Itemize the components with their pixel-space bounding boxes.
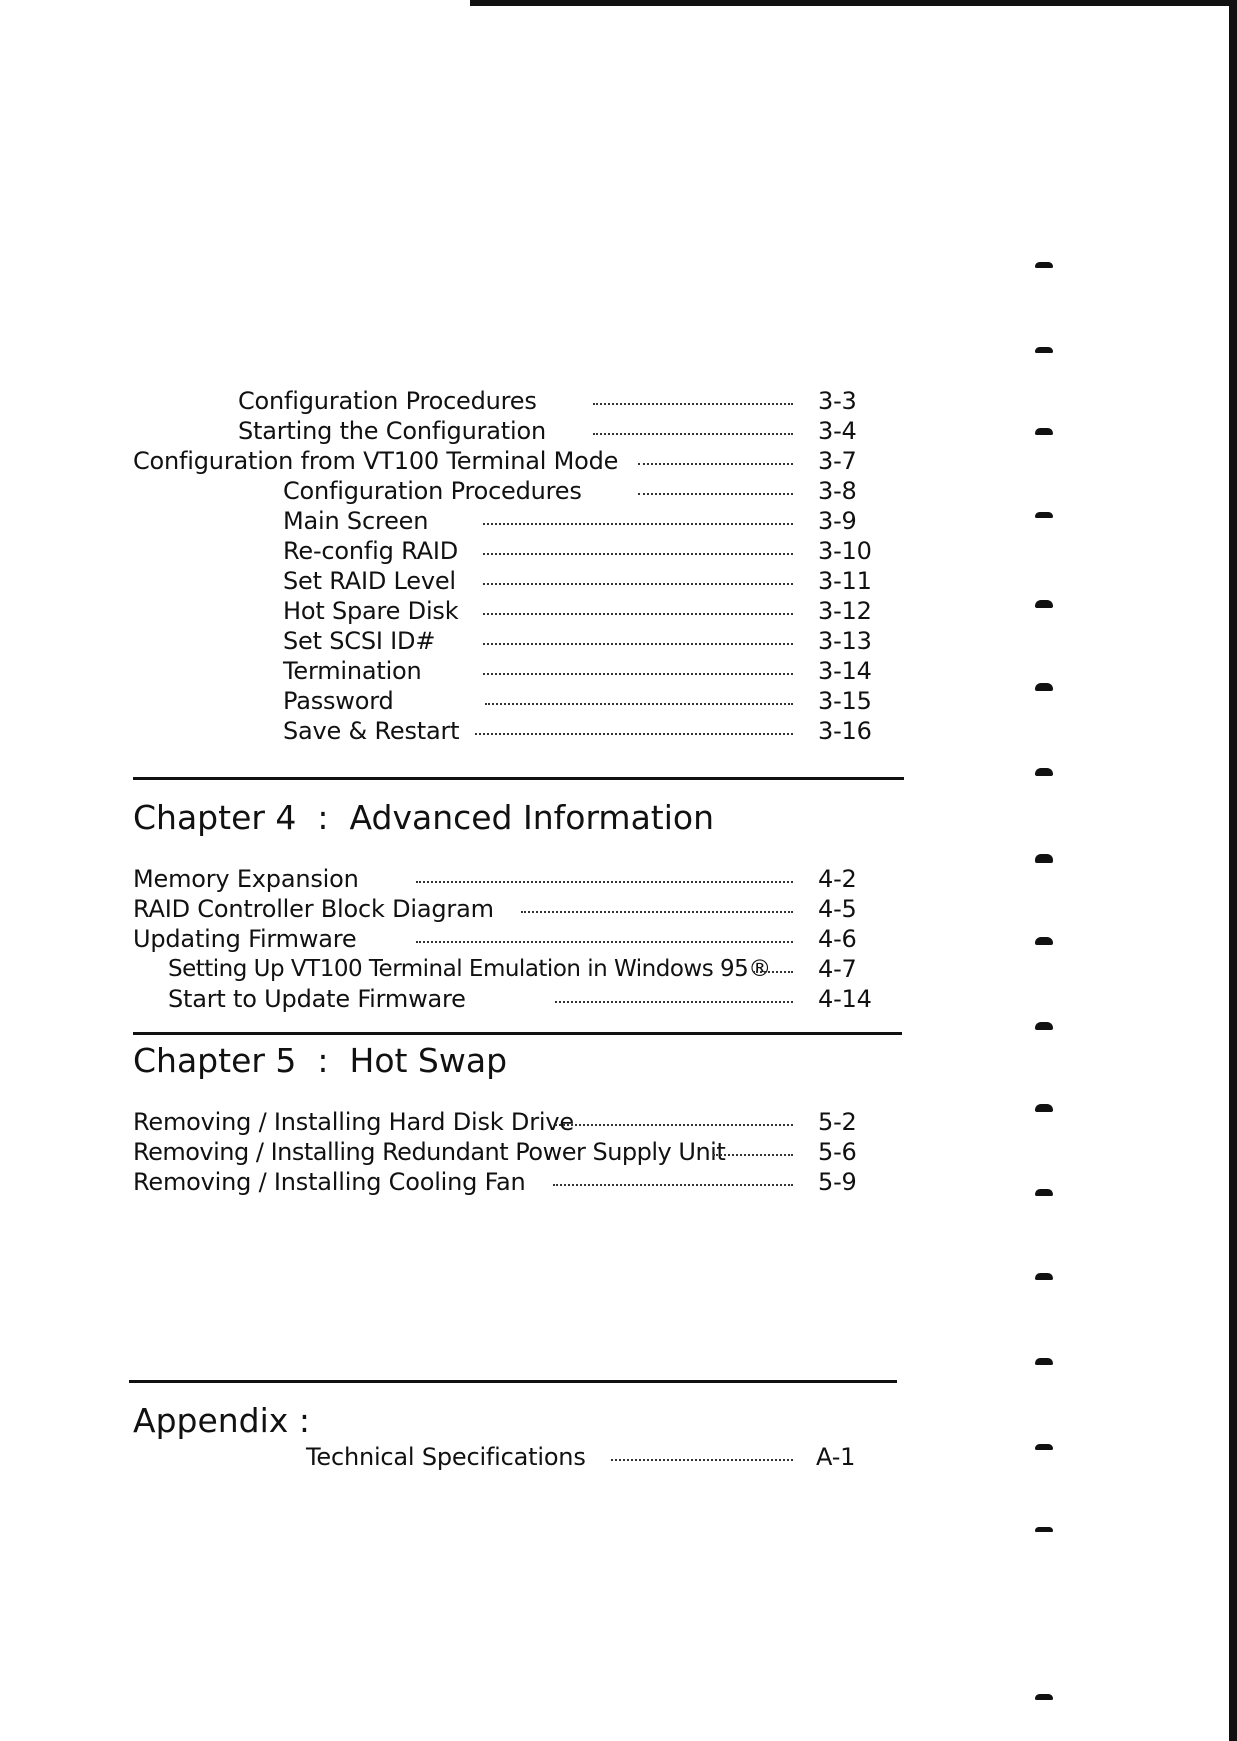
binding-mark	[1035, 1104, 1053, 1112]
scan-top-edge	[470, 0, 1237, 6]
toc-entry	[133, 1107, 858, 1137]
appendix-heading: Appendix :	[133, 1401, 310, 1440]
toc-leader	[593, 433, 793, 435]
toc-entry-label: RAID Controller Block Diagram	[133, 895, 494, 923]
toc-entry-label: Memory Expansion	[133, 865, 359, 893]
toc-leader	[521, 911, 793, 913]
toc-entry-page: 5-9	[818, 1168, 857, 1196]
binding-mark	[1035, 262, 1053, 268]
toc-entry-label: Configuration Procedures	[283, 477, 582, 505]
toc-entry-page: 3-16	[818, 717, 872, 745]
toc-leader	[593, 403, 793, 405]
toc-leader	[553, 1184, 793, 1186]
toc-entry-page: 4-7	[818, 955, 857, 983]
section-divider	[133, 1032, 902, 1035]
toc-entry-label: Termination	[283, 657, 422, 685]
toc-leader	[483, 583, 793, 585]
toc-entry	[168, 954, 858, 984]
binding-mark	[1035, 1273, 1053, 1280]
toc-entry-label: Main Screen	[283, 507, 429, 535]
toc-entry-page: 3-14	[818, 657, 872, 685]
binding-mark	[1035, 768, 1053, 776]
toc-entry	[238, 386, 858, 416]
toc-leader	[485, 703, 793, 705]
toc-entry-label: Removing / Installing Redundant Power Supply Unit	[133, 1138, 726, 1166]
binding-mark	[1035, 1444, 1053, 1450]
toc-entry	[283, 596, 872, 626]
toc-entry-label: Start to Update Firmware	[168, 985, 466, 1013]
toc-entry-page: 3-9	[818, 507, 857, 535]
toc-leader	[475, 733, 793, 735]
toc-entry	[283, 626, 872, 656]
toc-entry-page: 4-14	[818, 985, 872, 1013]
toc-entry-page: 3-8	[818, 477, 857, 505]
toc-leader	[483, 643, 793, 645]
toc-entry-label: Save & Restart	[283, 717, 460, 745]
toc-leader	[555, 1001, 793, 1003]
toc-entry-label: Set RAID Level	[283, 567, 456, 595]
binding-mark	[1035, 600, 1053, 608]
toc-entry-page: 3-10	[818, 537, 872, 565]
toc-entry-page: 3-3	[818, 387, 857, 415]
toc-entry	[283, 686, 872, 716]
toc-entry	[133, 446, 858, 476]
toc-entry-page: 4-5	[818, 895, 857, 923]
toc-entry-page: 4-6	[818, 925, 857, 953]
toc-entry	[283, 476, 858, 506]
toc-entry	[306, 1442, 858, 1472]
binding-mark	[1035, 1189, 1053, 1196]
binding-mark	[1035, 1022, 1053, 1030]
toc-leader	[638, 493, 793, 495]
toc-entry	[168, 984, 873, 1014]
toc-entry	[133, 1137, 858, 1167]
toc-entry-label: Starting the Configuration	[238, 417, 546, 445]
toc-entry-label: Setting Up VT100 Terminal Emulation in Windows 95®	[168, 956, 771, 982]
toc-entry	[283, 536, 872, 566]
toc-entry-page: 5-2	[818, 1108, 857, 1136]
toc-entry-label: Configuration Procedures	[238, 387, 537, 415]
toc-leader	[713, 1154, 793, 1156]
binding-mark	[1035, 1358, 1053, 1365]
scan-right-edge	[1229, 0, 1237, 1741]
toc-entry-label: Removing / Installing Cooling Fan	[133, 1168, 526, 1196]
binding-mark	[1035, 683, 1053, 691]
toc-entry	[283, 506, 858, 536]
toc-entry-page: A-1	[816, 1443, 856, 1471]
toc-entry-page: 3-13	[818, 627, 872, 655]
toc-entry	[238, 416, 858, 446]
toc-entry-page: 3-7	[818, 447, 857, 475]
toc-leader	[483, 673, 793, 675]
toc-entry-page: 4-2	[818, 865, 857, 893]
binding-mark	[1035, 512, 1053, 518]
toc-entry	[283, 716, 872, 746]
toc-entry	[133, 894, 858, 924]
toc-leader	[753, 971, 793, 973]
binding-mark	[1035, 428, 1053, 435]
toc-entry-label: Configuration from VT100 Terminal Mode	[133, 447, 619, 475]
toc-entry-label: Set SCSI ID#	[283, 627, 436, 655]
toc-leader	[611, 1459, 793, 1461]
toc-entry-label: Hot Spare Disk	[283, 597, 459, 625]
toc-leader	[483, 613, 793, 615]
toc-entry-label: Password	[283, 687, 394, 715]
toc-entry-label: Removing / Installing Hard Disk Drive	[133, 1108, 574, 1136]
toc-entry-page: 3-12	[818, 597, 872, 625]
toc-leader	[638, 463, 793, 465]
toc-leader	[555, 1124, 793, 1126]
binding-mark	[1035, 347, 1053, 353]
toc-entry	[283, 566, 872, 596]
binding-mark	[1035, 937, 1053, 945]
toc-leader	[416, 941, 793, 943]
binding-mark	[1035, 854, 1053, 863]
toc-leader	[416, 881, 793, 883]
binding-mark	[1035, 1694, 1053, 1700]
toc-entry-page: 3-15	[818, 687, 872, 715]
toc-entry-page: 3-4	[818, 417, 857, 445]
toc-entry-page: 3-11	[818, 567, 872, 595]
toc-entry-page: 5-6	[818, 1138, 857, 1166]
toc-leader	[483, 553, 793, 555]
section-divider	[133, 777, 904, 780]
toc-leader	[483, 523, 793, 525]
toc-entry	[133, 864, 858, 894]
toc-entry-label: Technical Specifications	[306, 1443, 586, 1471]
section-divider	[129, 1380, 897, 1383]
chapter-heading: Chapter 5 : Hot Swap	[133, 1041, 508, 1080]
toc-entry-label: Updating Firmware	[133, 925, 357, 953]
chapter-heading: Chapter 4 : Advanced Information	[133, 798, 715, 837]
toc-entry-label: Re-config RAID	[283, 537, 458, 565]
toc-entry	[133, 924, 858, 954]
toc-entry	[283, 656, 872, 686]
toc-entry	[133, 1167, 858, 1197]
binding-mark	[1035, 1527, 1053, 1532]
